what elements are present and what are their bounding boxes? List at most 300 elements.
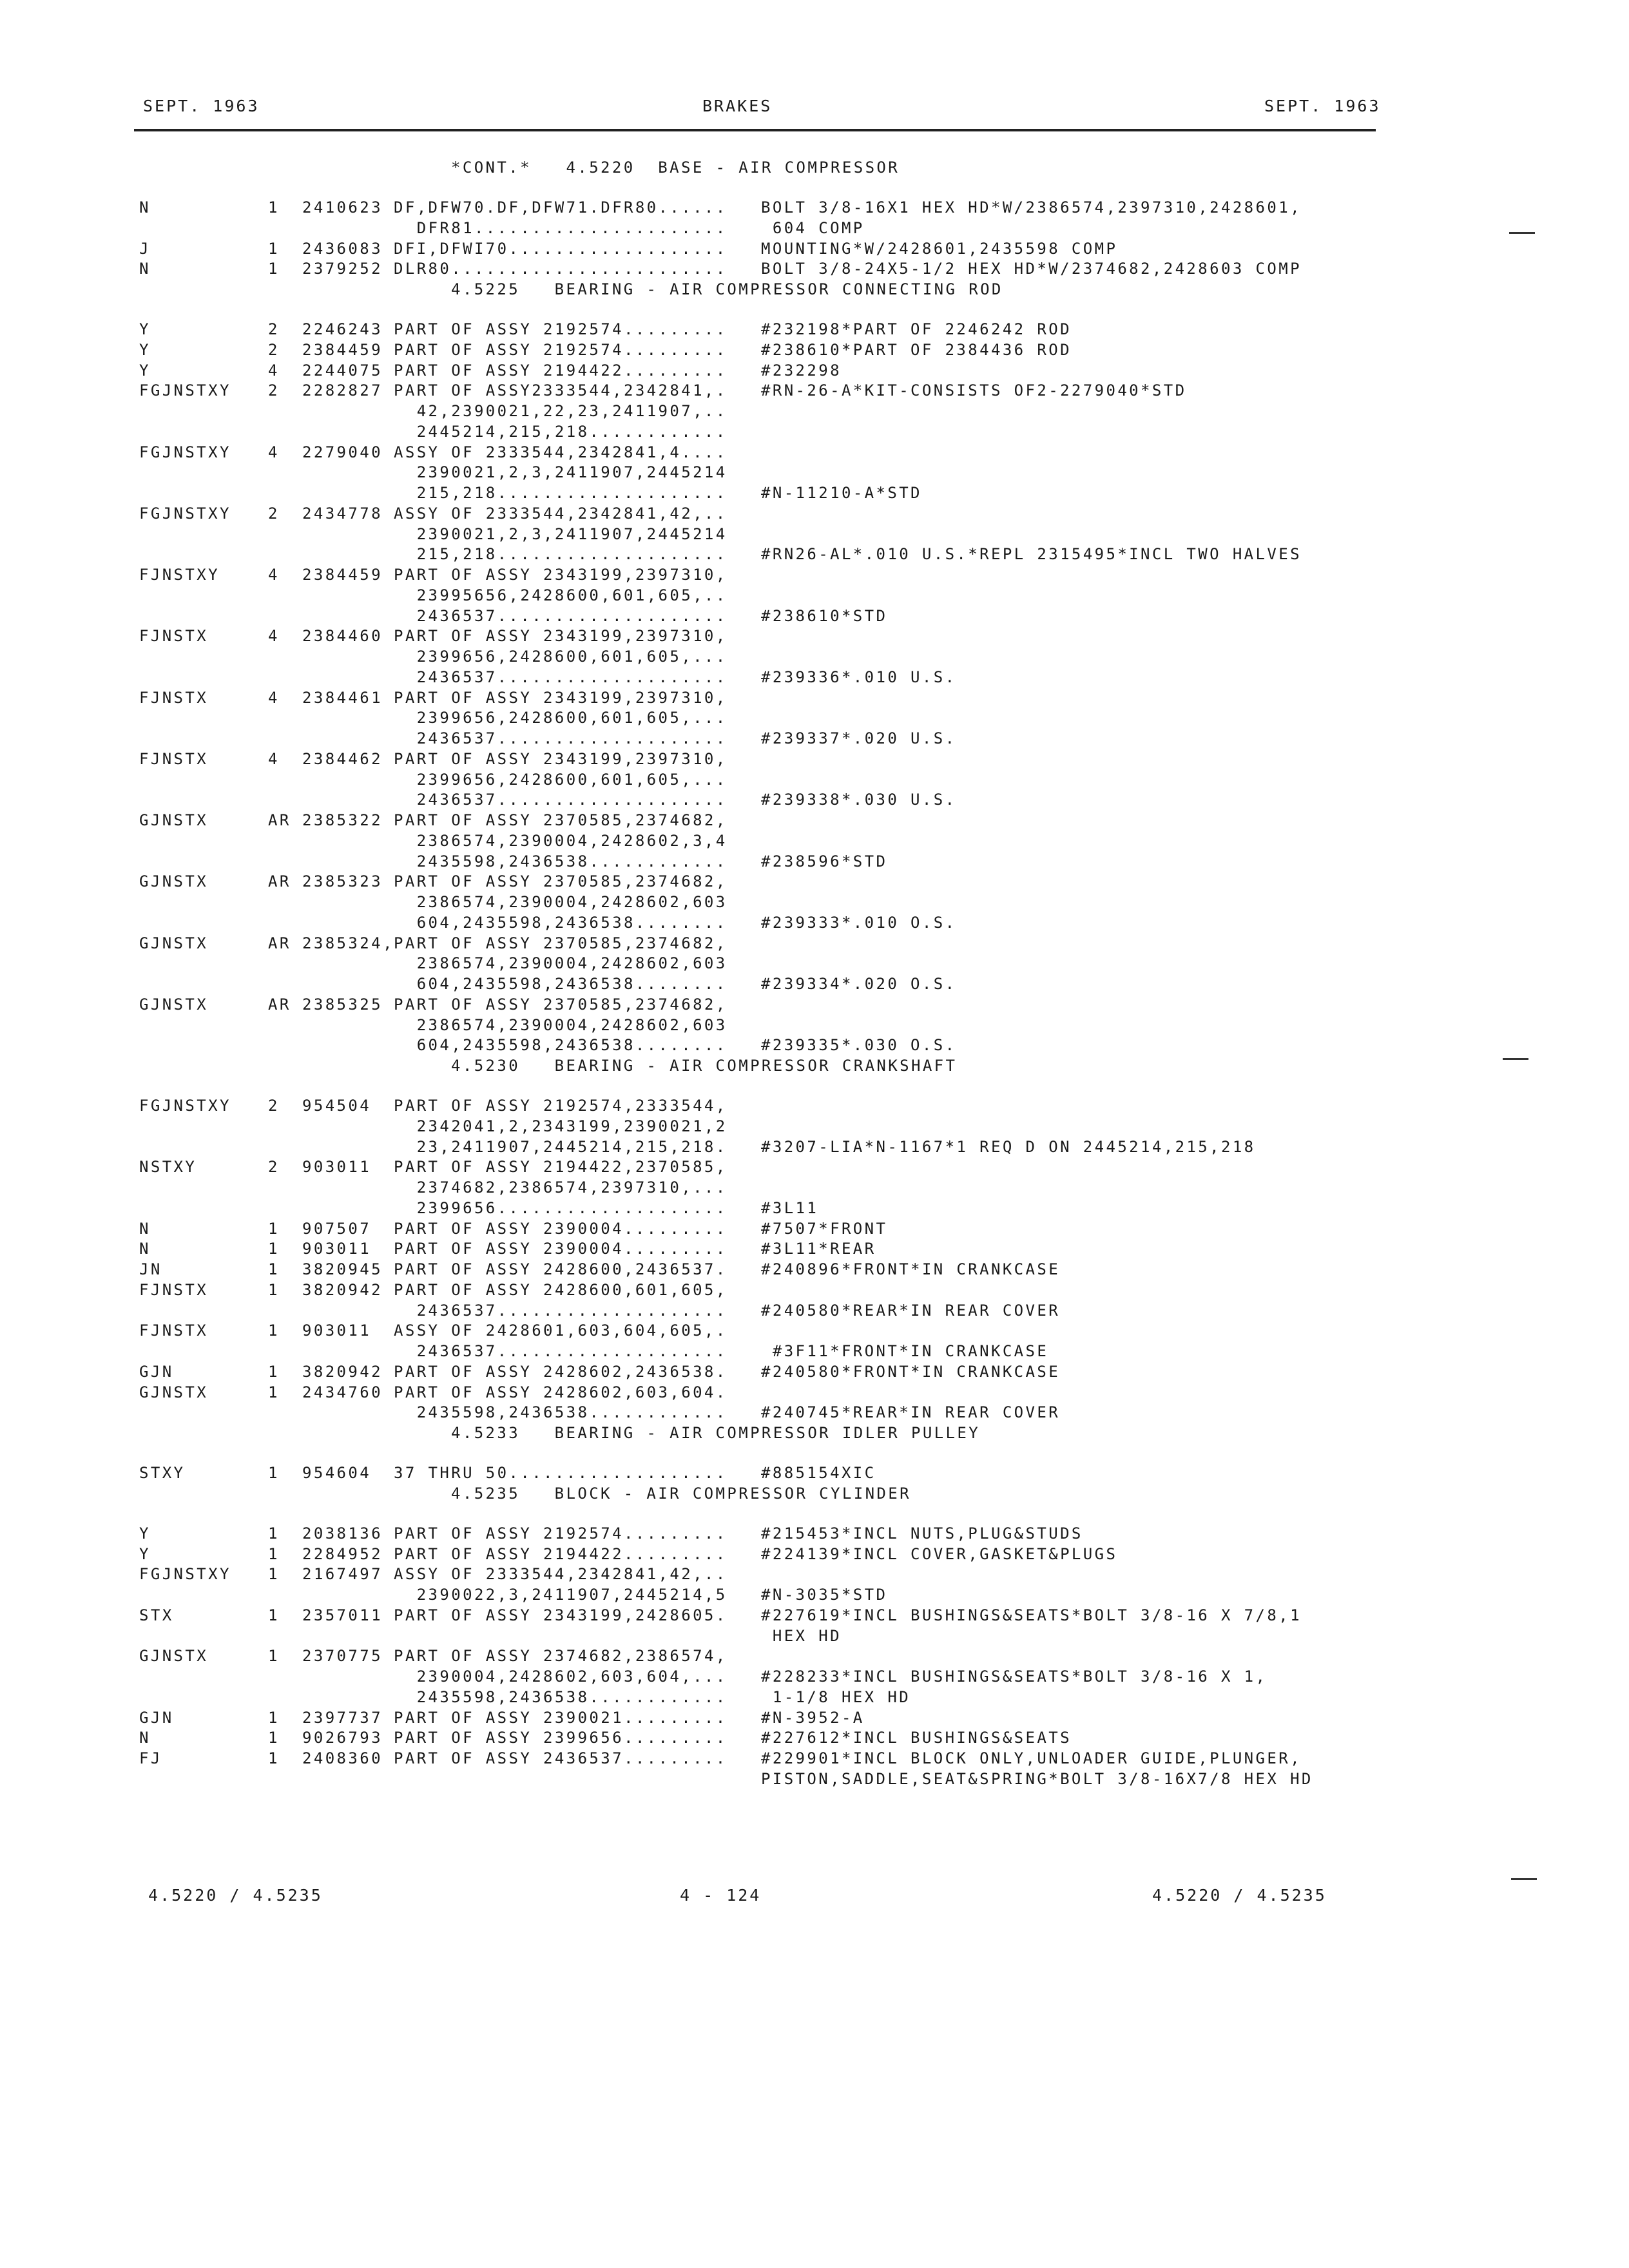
parts-entry: [0, 361, 1629, 382]
model-codes: Y: [139, 320, 151, 338]
parts-entry-continuation: [0, 1403, 1629, 1424]
section-heading: [0, 159, 1629, 179]
part-notes: #3207-LIA*N-1167*1 REQ D ON 2445214,215,218: [761, 1137, 1256, 1156]
section-heading: [0, 1057, 1629, 1077]
part-notes: #238596*STD: [761, 852, 888, 870]
part-notes: #232198*PART OF 2246242 ROD: [761, 320, 1072, 338]
quantity: 2: [268, 381, 280, 400]
usage-description: 2436537....................: [394, 791, 728, 809]
parts-entry-continuation: [0, 1627, 1629, 1648]
usage-description: 2386574,2390004,2428602,603: [394, 954, 728, 973]
usage-description: 2390004,2428602,603,604,...: [394, 1667, 728, 1686]
part-notes: #239333*.010 O.S.: [761, 913, 957, 932]
parts-entry-continuation: [0, 1770, 1629, 1791]
quantity: 1: [268, 1749, 280, 1767]
model-codes: GJN: [139, 1362, 174, 1381]
part-number: 2385325: [302, 995, 383, 1014]
usage-description: PART OF ASSY 2194422,2370585,: [394, 1158, 728, 1177]
usage-description: 2399656,2428600,601,605,...: [394, 770, 728, 789]
quantity: 1: [268, 1544, 280, 1563]
usage-description: PART OF ASSY 2192574.........: [394, 1524, 728, 1542]
model-codes: GJNSTX: [139, 811, 209, 829]
parts-entry-continuation: [0, 1138, 1629, 1158]
usage-description: PART OF ASSY2333544,2342841,.: [394, 381, 728, 400]
usage-description: 2342041,2,2343199,2390021,2: [394, 1117, 728, 1135]
model-codes: Y: [139, 1544, 151, 1563]
part-notes: 1-1/8 HEX HD: [761, 1687, 911, 1706]
quantity: 1: [268, 1260, 280, 1278]
part-number: 2434778: [302, 504, 383, 523]
part-number: 903011: [302, 1240, 372, 1258]
usage-description: 215,218....................: [394, 545, 728, 564]
parts-entry-continuation: [0, 1586, 1629, 1606]
part-number: 2434760: [302, 1383, 383, 1401]
usage-description: PART OF ASSY 2343199,2397310,: [394, 688, 728, 707]
section-title: 4.5225 BEARING - AIR COMPRESSOR CONNECTING ROD: [451, 280, 1003, 298]
part-notes: #238610*PART OF 2384436 ROD: [761, 340, 1072, 359]
usage-description: 2436537....................: [394, 729, 728, 747]
usage-description: PART OF ASSY 2370585,2374682,: [394, 934, 728, 952]
part-number: 954604: [302, 1464, 372, 1482]
quantity: 1: [268, 1383, 280, 1401]
parts-entry-continuation: [0, 893, 1629, 914]
usage-description: 2436537....................: [394, 1301, 728, 1320]
usage-description: PART OF ASSY 2343199,2397310,: [394, 627, 728, 646]
quantity: 1: [268, 1280, 280, 1299]
model-codes: Y: [139, 340, 151, 359]
part-number: 3820942: [302, 1280, 383, 1299]
spacer: [0, 1077, 1629, 1097]
usage-description: 215,218....................: [394, 484, 728, 502]
usage-description: 2386574,2390004,2428602,603: [394, 893, 728, 911]
quantity: 1: [268, 1524, 280, 1542]
model-codes: FJNSTXY: [139, 566, 220, 584]
parts-entry-continuation: [0, 1342, 1629, 1363]
parts-entry: [0, 1321, 1629, 1342]
model-codes: GJNSTX: [139, 1383, 209, 1401]
parts-entry: [0, 934, 1629, 955]
part-notes: #240580*FRONT*IN CRANKCASE: [761, 1362, 1061, 1381]
part-number: 2167497: [302, 1565, 383, 1584]
parts-entry: [0, 566, 1629, 586]
parts-entry: [0, 1158, 1629, 1178]
parts-listing: [0, 159, 1629, 1791]
part-number: 2384462: [302, 749, 383, 768]
model-codes: Y: [139, 361, 151, 380]
model-codes: GJNSTX: [139, 934, 209, 952]
usage-description: ASSY OF 2428601,603,604,605,.: [394, 1321, 728, 1340]
usage-description: 2436537....................: [394, 1342, 728, 1360]
part-notes: MOUNTING*W/2428601,2435598 COMP: [761, 239, 1118, 258]
usage-description: PART OF ASSY 2428602,2436538.: [394, 1362, 728, 1381]
model-codes: STXY: [139, 1464, 186, 1482]
part-number: 9026793: [302, 1729, 383, 1747]
parts-entry-continuation: [0, 832, 1629, 852]
parts-entry-continuation: [0, 586, 1629, 607]
usage-description: PART OF ASSY 2343199,2428605.: [394, 1606, 728, 1624]
model-codes: N: [139, 1240, 151, 1258]
parts-entry: [0, 1729, 1629, 1749]
part-notes: #240745*REAR*IN REAR COVER: [761, 1403, 1061, 1422]
part-number: 907507: [302, 1219, 372, 1238]
part-notes: #N-11210-A*STD: [761, 484, 922, 502]
parts-entry-continuation: [0, 484, 1629, 505]
usage-description: PART OF ASSY 2194422.........: [394, 1544, 728, 1563]
part-notes: #3L11*REAR: [761, 1240, 876, 1258]
parts-entry-continuation: [0, 852, 1629, 873]
usage-description: PART OF ASSY 2370585,2374682,: [394, 872, 728, 891]
part-number: 2282827: [302, 381, 383, 400]
part-notes: #238610*STD: [761, 606, 888, 625]
part-notes: #239338*.030 U.S.: [761, 791, 957, 809]
parts-entry-continuation: [0, 791, 1629, 811]
usage-description: 604,2435598,2436538........: [394, 975, 728, 993]
part-number: 903011: [302, 1158, 372, 1177]
parts-entry-continuation: [0, 607, 1629, 628]
part-number: 2384459: [302, 340, 383, 359]
quantity: 4: [268, 361, 280, 380]
part-notes: #227619*INCL BUSHINGS&SEATS*BOLT 3/8-16 X 7/8,1: [761, 1606, 1302, 1624]
usage-description: 42,2390021,22,23,2411907,..: [394, 402, 728, 420]
part-number: 2410623: [302, 198, 383, 216]
usage-description: 604,2435598,2436538........: [394, 1036, 728, 1055]
parts-entry-continuation: [0, 1688, 1629, 1709]
parts-entry-continuation: [0, 545, 1629, 566]
usage-description: 2435598,2436538............: [394, 1687, 728, 1706]
part-notes: #885154XIC: [761, 1464, 876, 1482]
parts-entry: [0, 1281, 1629, 1302]
model-codes: FGJNSTXY: [139, 443, 231, 461]
section-title: *CONT.* 4.5220 BASE - AIR COMPRESSOR: [451, 159, 900, 177]
usage-description: PART OF ASSY 2428600,601,605,: [394, 1280, 728, 1299]
part-number: 2385324,: [302, 934, 394, 952]
part-notes: #RN-26-A*KIT-CONSISTS OF2-2279040*STD: [761, 381, 1187, 400]
usage-description: PART OF ASSY 2343199,2397310,: [394, 566, 728, 584]
model-codes: JN: [139, 1260, 162, 1278]
section-title: 4.5233 BEARING - AIR COMPRESSOR IDLER PULLEY: [451, 1424, 981, 1442]
part-notes: #224139*INCL COVER,GASKET&PLUGS: [761, 1544, 1118, 1563]
quantity: 2: [268, 340, 280, 359]
part-notes: #232298: [761, 361, 842, 380]
part-notes: BOLT 3/8-24X5-1/2 HEX HD*W/2374682,2428603 COMP: [761, 260, 1302, 278]
quantity: 1: [268, 1606, 280, 1624]
part-number: 2385322: [302, 811, 383, 829]
quantity: AR: [268, 934, 291, 952]
usage-description: 2374682,2386574,2397310,...: [394, 1178, 728, 1196]
part-notes: #229901*INCL BLOCK ONLY,UNLOADER GUIDE,PLUNGER,: [761, 1749, 1302, 1767]
part-notes: PISTON,SADDLE,SEAT&SPRING*BOLT 3/8-16X7/8 HEX HD: [761, 1769, 1313, 1788]
parts-entry: [0, 689, 1629, 709]
part-notes: BOLT 3/8-16X1 HEX HD*W/2386574,2397310,2428601,: [761, 198, 1302, 216]
usage-description: DFR81......................: [394, 218, 728, 237]
section-heading: [0, 280, 1629, 301]
part-number: 2408360: [302, 1749, 383, 1767]
part-number: 2357011: [302, 1606, 383, 1624]
usage-description: 23,2411907,2445214,215,218.: [394, 1137, 728, 1156]
parts-entry-continuation: [0, 219, 1629, 240]
quantity: AR: [268, 995, 291, 1014]
usage-description: 2386574,2390004,2428602,3,4: [394, 831, 728, 850]
part-notes: #239334*.020 O.S.: [761, 975, 957, 993]
parts-entry-continuation: [0, 1016, 1629, 1037]
part-number: 2038136: [302, 1524, 383, 1542]
usage-description: DFI,DFWI70...................: [394, 239, 728, 258]
parts-entry-continuation: [0, 1117, 1629, 1138]
parts-entry-continuation: [0, 1036, 1629, 1057]
part-notes: #RN26-AL*.010 U.S.*REPL 2315495*INCL TWO HALVES: [761, 545, 1302, 564]
model-codes: N: [139, 1729, 151, 1747]
usage-description: PART OF ASSY 2390004.........: [394, 1219, 728, 1238]
quantity: 4: [268, 749, 280, 768]
model-codes: FJNSTX: [139, 688, 209, 707]
parts-entry: [0, 1749, 1629, 1770]
part-number: 3820942: [302, 1362, 383, 1381]
parts-entry: [0, 443, 1629, 464]
section-heading: [0, 1485, 1629, 1505]
section-title: 4.5235 BLOCK - AIR COMPRESSOR CYLINDER: [451, 1484, 911, 1503]
quantity: 1: [268, 1219, 280, 1238]
parts-entry: [0, 627, 1629, 648]
usage-description: PART OF ASSY 2390021.........: [394, 1708, 728, 1727]
parts-entry-continuation: [0, 1667, 1629, 1688]
part-number: 2384460: [302, 627, 383, 646]
parts-entry: [0, 1647, 1629, 1667]
quantity: 1: [268, 1362, 280, 1381]
part-number: 2244075: [302, 361, 383, 380]
part-notes: #239336*.010 U.S.: [761, 668, 957, 686]
quantity: AR: [268, 811, 291, 829]
usage-description: 2390022,3,2411907,2445214,5: [394, 1586, 728, 1604]
usage-description: ASSY OF 2333544,2342841,42,..: [394, 1565, 728, 1584]
part-notes: #215453*INCL NUTS,PLUG&STUDS: [761, 1524, 1083, 1542]
quantity: 4: [268, 443, 280, 461]
quantity: 1: [268, 1240, 280, 1258]
parts-entry: [0, 320, 1629, 341]
usage-description: 37 THRU 50...................: [394, 1464, 728, 1482]
part-number: 903011: [302, 1321, 372, 1340]
spacer: [0, 301, 1629, 320]
parts-entry-continuation: [0, 648, 1629, 668]
page-header-left: SEPT. 1963: [143, 97, 260, 115]
quantity: 1: [268, 1464, 280, 1482]
quantity: 1: [268, 1729, 280, 1747]
part-notes: #3L11: [761, 1198, 819, 1217]
usage-description: PART OF ASSY 2374682,2386574,: [394, 1647, 728, 1666]
quantity: 1: [268, 1647, 280, 1666]
usage-description: DLR80........................: [394, 260, 728, 278]
quantity: 2: [268, 504, 280, 523]
usage-description: DF,DFW70.DF,DFW71.DFR80......: [394, 198, 728, 216]
model-codes: FJNSTX: [139, 749, 209, 768]
parts-entry: [0, 1260, 1629, 1281]
model-codes: FGJNSTXY: [139, 1097, 231, 1115]
quantity: 4: [268, 627, 280, 646]
usage-description: 2390021,2,3,2411907,2445214: [394, 463, 728, 482]
parts-entry: [0, 1464, 1629, 1485]
page-footer-right: 4.5220 / 4.5235: [1152, 1886, 1327, 1905]
parts-entry-continuation: [0, 463, 1629, 484]
scan-mark: [1509, 232, 1535, 234]
usage-description: PART OF ASSY 2428602,603,604.: [394, 1383, 728, 1401]
usage-description: 23995656,2428600,601,605,..: [394, 586, 728, 604]
parts-entry-continuation: [0, 771, 1629, 791]
parts-entry: [0, 1565, 1629, 1586]
usage-description: ASSY OF 2333544,2342841,4....: [394, 443, 728, 461]
part-notes: #3F11*FRONT*IN CRANKCASE: [761, 1342, 1049, 1360]
scan-mark: [1503, 1058, 1528, 1060]
quantity: 4: [268, 566, 280, 584]
parts-entry: [0, 995, 1629, 1016]
model-codes: FJNSTX: [139, 1321, 209, 1340]
part-notes: HEX HD: [761, 1626, 842, 1645]
usage-description: PART OF ASSY 2436537.........: [394, 1749, 728, 1767]
part-number: 2384459: [302, 566, 383, 584]
parts-entry-continuation: [0, 1302, 1629, 1322]
model-codes: FJ: [139, 1749, 162, 1767]
usage-description: PART OF ASSY 2192574.........: [394, 340, 728, 359]
parts-entry: [0, 1220, 1629, 1240]
model-codes: NSTXY: [139, 1158, 197, 1177]
usage-description: 2435598,2436538............: [394, 1403, 728, 1422]
parts-entry: [0, 811, 1629, 832]
usage-description: PART OF ASSY 2428600,2436537.: [394, 1260, 728, 1278]
usage-description: PART OF ASSY 2390004.........: [394, 1240, 728, 1258]
part-notes: #7507*FRONT: [761, 1219, 888, 1238]
parts-entry: [0, 381, 1629, 402]
section-heading: [0, 1424, 1629, 1445]
usage-description: PART OF ASSY 2194422.........: [394, 361, 728, 380]
model-codes: N: [139, 1219, 151, 1238]
spacer: [0, 179, 1629, 198]
part-number: 2379252: [302, 260, 383, 278]
part-notes: #N-3035*STD: [761, 1586, 888, 1604]
usage-description: 2436537....................: [394, 668, 728, 686]
quantity: 2: [268, 1097, 280, 1115]
parts-entry: [0, 1709, 1629, 1729]
usage-description: 604,2435598,2436538........: [394, 913, 728, 932]
part-notes: #239337*.020 U.S.: [761, 729, 957, 747]
parts-entry: [0, 240, 1629, 260]
parts-entry: [0, 1383, 1629, 1404]
parts-entry: [0, 1524, 1629, 1545]
part-notes: 604 COMP: [761, 218, 865, 237]
header-rule: [134, 129, 1376, 131]
part-notes: #240896*FRONT*IN CRANKCASE: [761, 1260, 1061, 1278]
spacer: [0, 1505, 1629, 1524]
part-number: 2246243: [302, 320, 383, 338]
part-number: 2385323: [302, 872, 383, 891]
part-number: 954504: [302, 1097, 372, 1115]
usage-description: PART OF ASSY 2370585,2374682,: [394, 811, 728, 829]
parts-entry: [0, 341, 1629, 361]
usage-description: 2399656,2428600,601,605,...: [394, 648, 728, 666]
spacer: [0, 1445, 1629, 1464]
model-codes: Y: [139, 1524, 151, 1542]
quantity: 4: [268, 688, 280, 707]
part-number: 2397737: [302, 1708, 383, 1727]
quantity: 2: [268, 1158, 280, 1177]
model-codes: GJN: [139, 1708, 174, 1727]
parts-entry: [0, 1606, 1629, 1627]
part-notes: #239335*.030 O.S.: [761, 1036, 957, 1055]
parts-entry-continuation: [0, 1178, 1629, 1199]
part-number: 2436083: [302, 239, 383, 258]
usage-description: ASSY OF 2333544,2342841,42,..: [394, 504, 728, 523]
parts-entry-continuation: [0, 954, 1629, 975]
part-number: 2284952: [302, 1544, 383, 1563]
quantity: AR: [268, 872, 291, 891]
model-codes: FGJNSTXY: [139, 504, 231, 523]
quantity: 1: [268, 260, 280, 278]
quantity: 1: [268, 1708, 280, 1727]
usage-description: 2399656....................: [394, 1198, 728, 1217]
part-number: 3820945: [302, 1260, 383, 1278]
model-codes: FGJNSTXY: [139, 381, 231, 400]
parts-entry: [0, 1240, 1629, 1260]
parts-entry-continuation: [0, 729, 1629, 750]
usage-description: 2386574,2390004,2428602,603: [394, 1015, 728, 1034]
usage-description: 2435598,2436538............: [394, 852, 728, 870]
model-codes: FJNSTX: [139, 1280, 209, 1299]
quantity: 1: [268, 239, 280, 258]
usage-description: 2445214,215,218............: [394, 422, 728, 441]
section-title: 4.5230 BEARING - AIR COMPRESSOR CRANKSHAFT: [451, 1057, 958, 1075]
part-number: 2384461: [302, 688, 383, 707]
model-codes: GJNSTX: [139, 1647, 209, 1666]
part-number: 2279040: [302, 443, 383, 461]
page-number: 4 - 124: [680, 1886, 762, 1905]
model-codes: FJNSTX: [139, 627, 209, 646]
page-footer-left: 4.5220 / 4.5235: [148, 1886, 323, 1905]
parts-entry-continuation: [0, 402, 1629, 423]
parts-entry: [0, 872, 1629, 893]
usage-description: PART OF ASSY 2343199,2397310,: [394, 749, 728, 768]
quantity: 1: [268, 198, 280, 216]
parts-entry: [0, 198, 1629, 219]
usage-description: 2399656,2428600,601,605,...: [394, 709, 728, 727]
parts-entry: [0, 1363, 1629, 1383]
quantity: 1: [268, 1565, 280, 1584]
model-codes: GJNSTX: [139, 995, 209, 1014]
usage-description: 2390021,2,3,2411907,2445214: [394, 524, 728, 543]
page-header-title: BRAKES: [702, 97, 773, 115]
parts-entry-continuation: [0, 709, 1629, 729]
part-notes: #228233*INCL BUSHINGS&SEATS*BOLT 3/8-16 X 1,: [761, 1667, 1268, 1686]
quantity: 2: [268, 320, 280, 338]
scan-mark: [1511, 1878, 1537, 1880]
parts-entry: [0, 750, 1629, 771]
part-number: 2370775: [302, 1647, 383, 1666]
usage-description: PART OF ASSY 2192574,2333544,: [394, 1097, 728, 1115]
parts-entry-continuation: [0, 423, 1629, 443]
quantity: 1: [268, 1321, 280, 1340]
model-codes: FGJNSTXY: [139, 1565, 231, 1584]
parts-entry: [0, 260, 1629, 280]
part-notes: #240580*REAR*IN REAR COVER: [761, 1301, 1061, 1320]
parts-entry-continuation: [0, 975, 1629, 995]
usage-description: 2436537....................: [394, 606, 728, 625]
part-notes: #N-3952-A: [761, 1708, 865, 1727]
parts-entry-continuation: [0, 668, 1629, 689]
parts-entry-continuation: [0, 914, 1629, 934]
usage-description: PART OF ASSY 2192574.........: [394, 320, 728, 338]
parts-entry: [0, 1097, 1629, 1117]
part-notes: #227612*INCL BUSHINGS&SEATS: [761, 1729, 1072, 1747]
model-codes: N: [139, 198, 151, 216]
parts-entry-continuation: [0, 525, 1629, 546]
usage-description: PART OF ASSY 2399656.........: [394, 1729, 728, 1747]
parts-entry: [0, 1545, 1629, 1566]
